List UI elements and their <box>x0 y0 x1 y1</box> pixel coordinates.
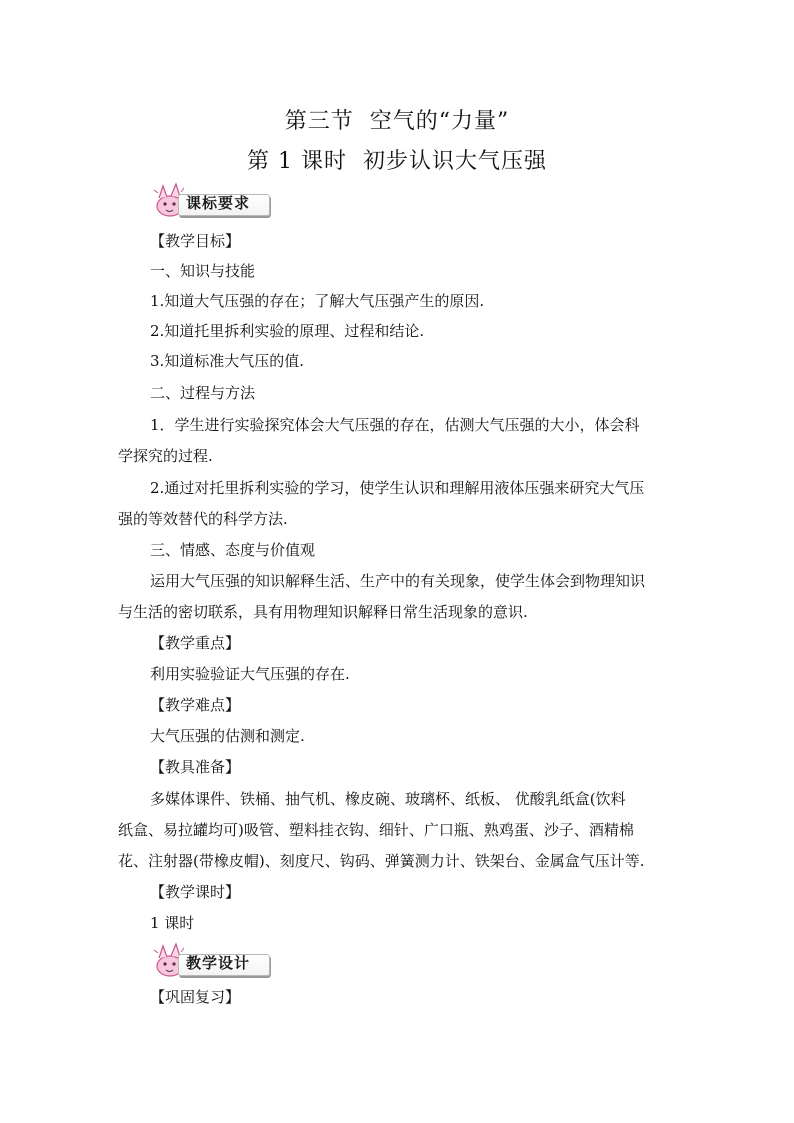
emotion-item-line-1: 运用大气压强的知识解释生活、生产中的有关现象，使学生体会到物理知识 <box>150 572 646 590</box>
process-item-1-line-1: 1．学生进行实验探究体会大气压强的存在，估测大气压强的大小，体会科 <box>150 416 640 434</box>
focus-text: 利用实验验证大气压强的存在. <box>150 665 350 683</box>
banner-label: 课标要求 <box>186 194 251 212</box>
hours-heading: 【教学课时】 <box>150 883 241 901</box>
process-item-1-line-2: 学探究的过程. <box>118 447 213 465</box>
section-title: 第三节 空气的“力量” <box>284 109 510 134</box>
hours-text: 1 课时 <box>150 914 195 932</box>
emotion-heading: 三、情感、态度与价值观 <box>150 541 316 559</box>
focus-heading: 【教学重点】 <box>150 634 241 652</box>
emotion-item-line-2: 与生活的密切联系，具有用物理知识解释日常生活现象的意识. <box>118 603 528 621</box>
process-item-2-line-1: 2.通过对托里拆利实验的学习，使学生认识和理解用液体压强来研究大气压 <box>150 479 645 497</box>
knowledge-item-3: 3.知道标准大气压的值. <box>150 352 305 370</box>
knowledge-heading: 一、知识与技能 <box>150 262 256 280</box>
goals-heading: 【教学目标】 <box>150 232 241 250</box>
difficulty-heading: 【教学难点】 <box>150 696 241 714</box>
difficulty-text: 大气压强的估测和测定. <box>150 727 305 745</box>
review-heading: 【巩固复习】 <box>150 988 241 1006</box>
process-heading: 二、过程与方法 <box>150 384 256 402</box>
process-item-2-line-2: 强的等效替代的科学方法. <box>118 510 288 528</box>
design-banner <box>150 940 272 980</box>
materials-line-2: 纸盒、易拉罐均可)吸管、塑料挂衣钩、细针、广口瓶、熟鸡蛋、沙子、酒精棉 <box>118 821 634 839</box>
curriculum-banner <box>150 180 272 220</box>
materials-line-3: 花、注射器(带橡皮帽)、刻度尺、钩码、弹簧测力计、铁架台、金属盒气压计等. <box>118 852 645 870</box>
knowledge-item-2: 2.知道托里拆利实验的原理、过程和结论. <box>150 322 425 340</box>
materials-line-1: 多媒体课件、铁桶、抽气机、橡皮碗、玻璃杯、纸板、 优酸乳纸盒(饮料 <box>150 790 626 808</box>
banner-label: 教学设计 <box>186 954 251 972</box>
materials-heading: 【教具准备】 <box>150 758 241 776</box>
lesson-subtitle: 第 1 课时 初步认识大气压强 <box>247 149 547 174</box>
knowledge-item-1: 1.知道大气压强的存在；了解大气压强产生的原因. <box>150 292 485 310</box>
